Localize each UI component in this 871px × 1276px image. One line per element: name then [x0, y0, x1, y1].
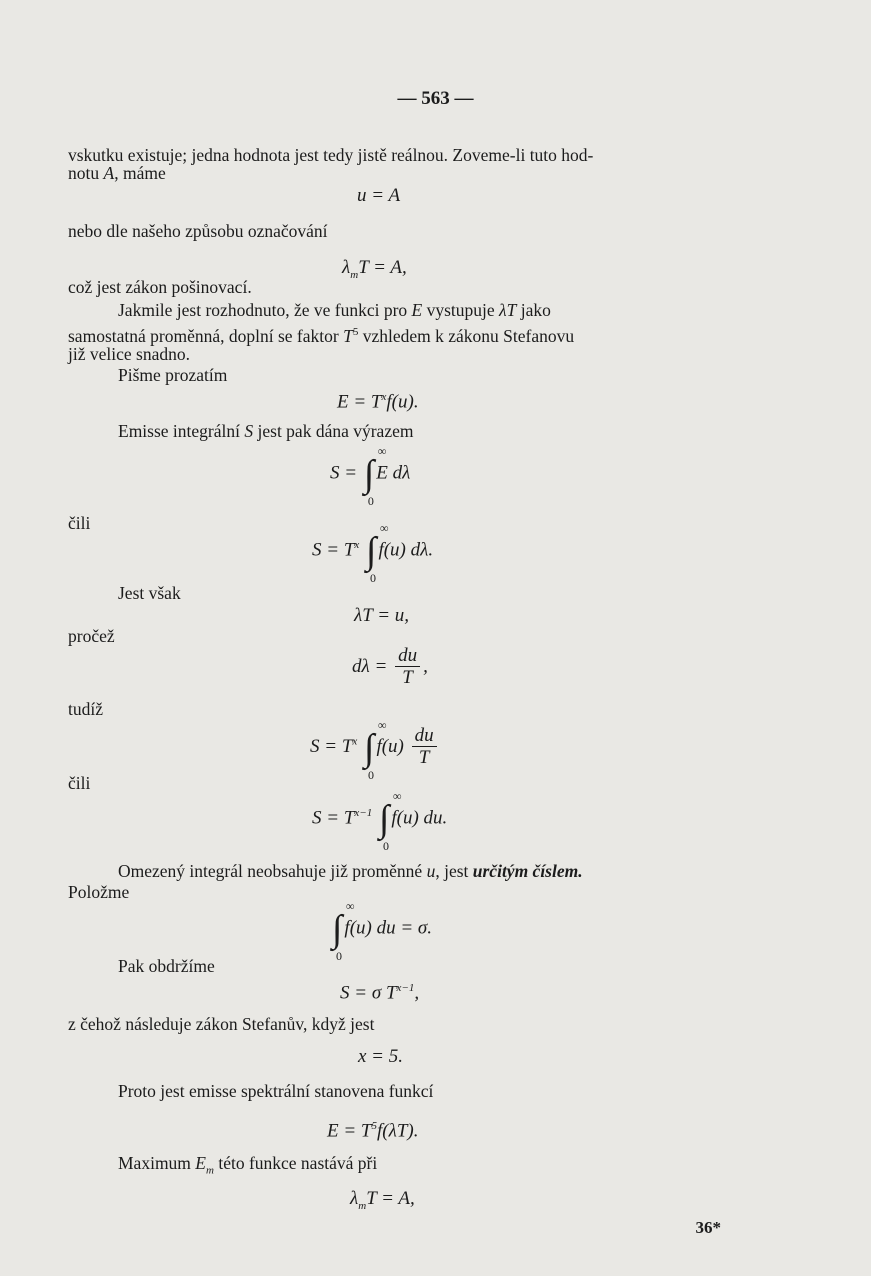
equation-e-t-f: $E = T^xf(u)$.: [337, 391, 419, 413]
equation-s-sigma: S = σ $T^{x-1}$,: [340, 982, 420, 1004]
equation-displacement: $\lambda_mT = A$,: [342, 257, 407, 281]
text-line: nebo dle našeho způsobu označování: [68, 221, 328, 241]
text-line: samostatná proměnná, doplní se faktor $T^5$ vzhledem k zákonu Stefanovu: [68, 325, 575, 346]
equation-s-t-integral: $S = T^x$ ∫ ∞ 0 f(u) dλ.: [312, 521, 434, 585]
text-line: Pišme prozatím: [118, 365, 228, 385]
equation-s-integral-e: S = ∫ ∞ 0 E dλ: [330, 444, 411, 508]
text-line: vskutku existuje; jedna hodnota jest tedy jistě reálnou. Zoveme-li tuto hod-: [68, 145, 594, 165]
text-line: již velice snadno.: [68, 344, 190, 364]
text-line: čili: [68, 773, 91, 793]
text-line: Jakmile jest rozhodnuto, že ve funkci pro E vystupuje λT jako: [118, 300, 551, 320]
text-line: Maximum $E_m$ této funkce nastává při: [118, 1153, 378, 1177]
page-number: — 563 —: [397, 88, 474, 109]
equation-s-t-du-over-t: $S = T^x$ ∫ ∞ 0 f(u) $\frac{du}{T}$: [310, 726, 440, 769]
equation-u-eq-a: u = A: [357, 185, 401, 206]
text-line: tudíž: [68, 699, 103, 719]
equation-x-5: x = 5.: [358, 1046, 404, 1067]
text-line: pročež: [68, 626, 115, 646]
text-line: čili: [68, 513, 91, 533]
signature-mark: 36*: [695, 1218, 721, 1237]
text-line: což jest zákon pošinovací.: [68, 277, 252, 297]
text-line: z čehož následuje zákon Stefanův, když jest: [68, 1014, 375, 1034]
text-line: Jest však: [118, 583, 181, 603]
equation-dlambda: dλ = $\frac{du}{T}$ ,: [352, 645, 428, 688]
equation-sigma: ∫ ∞ 0 f(u) du = σ.: [332, 899, 433, 963]
text-line: Omezený integrál neobsahuje již proměnné u, jest určitým číslem.: [118, 861, 583, 881]
equation-displacement-2: $\lambda_mT = A$,: [350, 1188, 415, 1212]
text-line: Proto jest emisse spektrální stanovena funkcí: [118, 1081, 434, 1101]
text-line: notu A, máme: [68, 163, 166, 183]
text-line: Pak obdržíme: [118, 956, 215, 976]
equation-s-t-x-minus-1: $S = T^{x-1}$ ∫ ∞ 0 f(u) du.: [312, 789, 448, 853]
text-line: Emisse integrální S jest pak dána výrazem: [118, 421, 414, 441]
equation-e-t5: $E = T^5f(\lambda T)$.: [327, 1120, 419, 1142]
equation-lambda-t-u: λT = u,: [354, 605, 410, 626]
text-line: Položme: [68, 882, 130, 902]
